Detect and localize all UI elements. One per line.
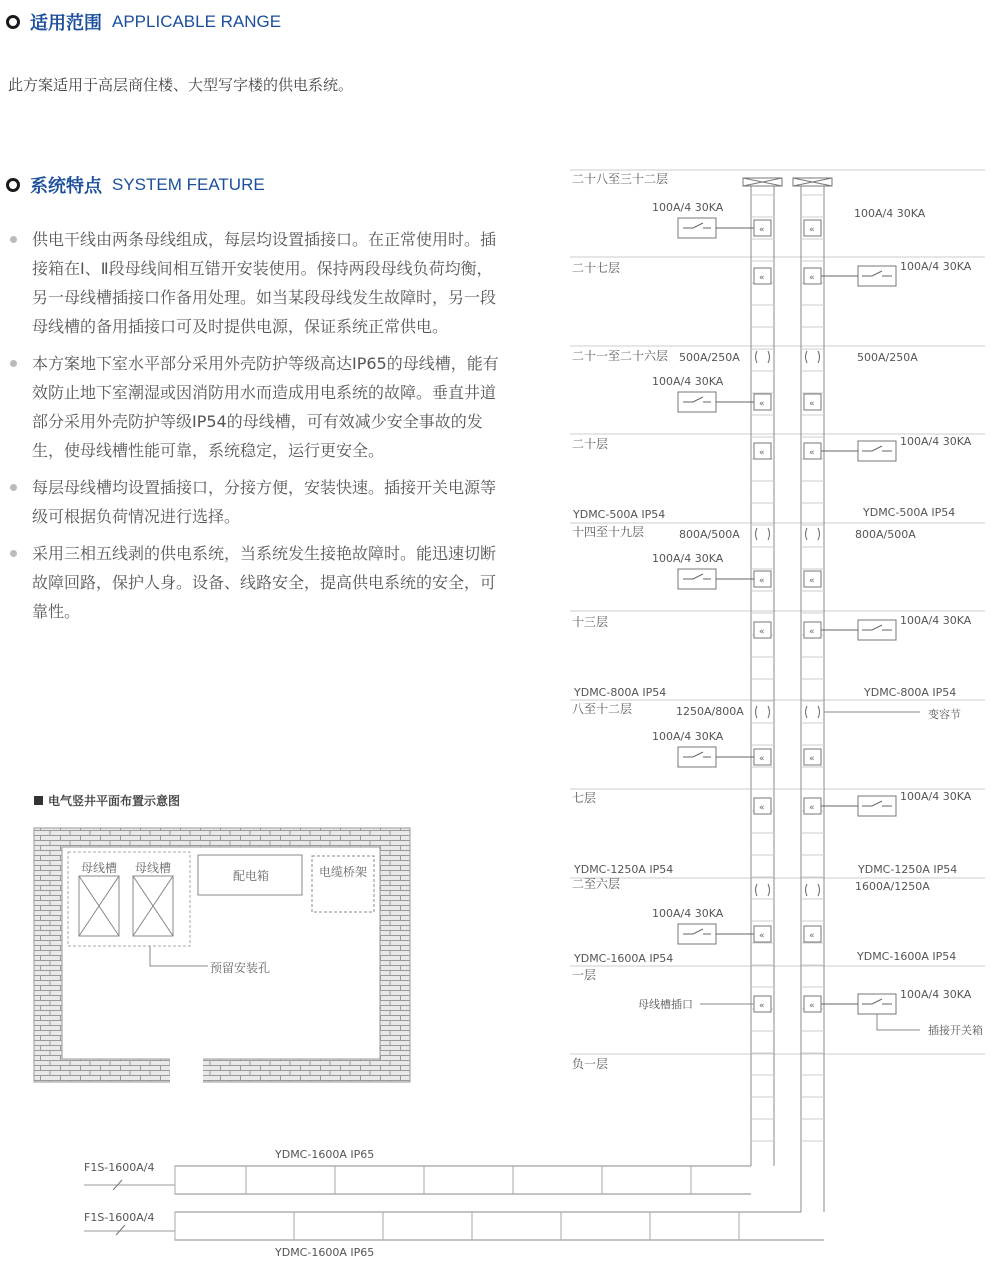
reducer-icon [756, 528, 770, 540]
floor-label: 二十层 [572, 437, 609, 451]
reducer-icon [806, 528, 820, 540]
plug-rating-label: 100A/4 30KA [900, 614, 972, 627]
horizontal-busbar-label: YDMC-1600A IP65 [275, 1246, 375, 1259]
reducer-icon [806, 706, 820, 718]
feature-item: 每层母线槽均设置插接口，分接方便，安装快速。插接开关电源等级可根据负荷情况进行选择。 [8, 473, 508, 531]
plug-rating-label: 100A/4 30KA [652, 552, 724, 565]
breaker-symbol-icon [113, 1180, 125, 1235]
horizontal-busbar-lower [175, 1212, 824, 1240]
floor-label: 十四至十九层 [572, 525, 645, 539]
plan-diagram-title-text: 电气竖井平面布置示意图 [48, 794, 181, 808]
feeder-label: F1S-1600A/4 [84, 1161, 155, 1174]
busbar-type-label: YDMC-500A IP54 [573, 508, 666, 521]
floor-label: 十三层 [572, 615, 609, 629]
floor-label: 一层 [572, 968, 597, 982]
floor-label: 二至六层 [572, 877, 621, 891]
busbar-type-label: YDMC-800A IP54 [574, 686, 667, 699]
plug-port-glyph: « [809, 803, 815, 813]
plug-rating-label: 100A/4 30KA [900, 988, 972, 1001]
system-feature-title-cn: 系统特点 [30, 176, 102, 197]
plug-port-glyph: « [809, 1001, 815, 1011]
segment-rating-label: 1250A/800A [676, 705, 744, 718]
plug-port-glyph: « [809, 225, 815, 235]
plug-port-label: 母线槽插口 [638, 998, 693, 1011]
busbar-type-label: YDMC-1250A IP54 [574, 863, 674, 876]
segment-rating-label: 500A/250A [679, 351, 740, 364]
feeder-label: F1S-1600A/4 [84, 1211, 155, 1224]
horizontal-busbar-upper [175, 1166, 751, 1194]
floor-label: 二十七层 [572, 261, 621, 275]
floor-label: 二十八至三十二层 [572, 172, 669, 186]
feature-item: 采用三相五线剥的供电系统，当系统发生接艳故障时。能迅速切断故障回路，保护人身。设备、线路安全，提高供电系统的安全，可靠性。 [8, 539, 508, 626]
cable-tray-label: 电缆桥架 [319, 865, 368, 879]
reducer-icon [756, 884, 770, 896]
reserved-hole-label: 预留安装孔 [210, 961, 271, 975]
segment-rating-label: 1600A/1250A [855, 880, 930, 893]
reducer-label: 变容节 [928, 708, 961, 721]
plug-rating-label: 100A/4 30KA [900, 260, 972, 273]
plug-port-glyph: « [809, 399, 815, 409]
plug-port-glyph: « [759, 1001, 765, 1011]
plug-port-glyph: « [759, 448, 765, 458]
feature-item: 供电干线由两条母线组成，每层均设置插接口。在正常使用时。插接箱在I、Ⅱ段母线间相互错开安装使用。保持两段母线负荷均衡，另一母线槽插接口作备用处理。如当某段母线发生故障时，另一段母线槽的备用插接口可及时提供电源，保证系统正常供电。 [8, 225, 508, 341]
plug-port-glyph: « [759, 627, 765, 637]
reducer-icon [806, 884, 820, 896]
reducer-icon [756, 706, 770, 718]
plug-port-glyph: « [759, 273, 765, 283]
plug-port-glyph: « [759, 754, 765, 764]
plug-box-label: 插接开关箱 [928, 1024, 983, 1037]
plug-rating-label: 100A/4 30KA [900, 790, 972, 803]
reducer-icon [806, 351, 820, 363]
floor-label: 八至十二层 [572, 702, 633, 716]
plug-rating-label: 100A/4 30KA [652, 907, 724, 920]
applicable-range-text: 此方案适用于高层商住楼、大型写字楼的供电系统。 [8, 76, 354, 94]
segment-rating-label: 800A/500A [679, 528, 740, 541]
plug-port-glyph: « [759, 931, 765, 941]
floor-label: 负一层 [572, 1057, 609, 1071]
segment-rating-label: 800A/500A [855, 528, 916, 541]
applicable-range-title-en: APPLICABLE RANGE [112, 12, 282, 31]
plug-port-glyph: « [809, 931, 815, 941]
plug-port-glyph: « [759, 399, 765, 409]
floor-label: 二十一至二十六层 [572, 349, 669, 363]
horizontal-busbar-label: YDMC-1600A IP65 [275, 1148, 375, 1161]
plug-port-glyph: « [759, 225, 765, 235]
floor-label: 七层 [572, 791, 597, 805]
busbar-label-2: 母线槽 [135, 861, 172, 875]
busbar-type-label: YDMC-1250A IP54 [858, 863, 958, 876]
busbar-type-label: YDMC-1600A IP54 [574, 952, 674, 965]
plug-rating-label: 100A/4 30KA [652, 730, 724, 743]
plug-rating-label: 100A/4 30KA [854, 207, 926, 220]
reducer-icon [756, 351, 770, 363]
busbar-type-label: YDMC-1600A IP54 [857, 950, 957, 963]
plug-rating-label: 100A/4 30KA [652, 375, 724, 388]
plug-port-glyph: « [759, 803, 765, 813]
plug-port-glyph: « [809, 448, 815, 458]
applicable-range-title-cn: 适用范围 [30, 13, 102, 34]
plug-port-glyph: « [809, 754, 815, 764]
plug-port-glyph: « [809, 273, 815, 283]
plug-port-glyph: « [809, 627, 815, 637]
plug-rating-label: 100A/4 30KA [652, 201, 724, 214]
plug-rating-label: 100A/4 30KA [900, 435, 972, 448]
distribution-box-label: 配电箱 [233, 869, 270, 883]
system-feature-title-en: SYSTEM FEATURE [112, 175, 265, 194]
busbar-type-label: YDMC-500A IP54 [863, 506, 956, 519]
plug-port-glyph: « [809, 576, 815, 586]
busbar-label-1: 母线槽 [81, 861, 118, 875]
feature-item: 本方案地下室水平部分采用外壳防护等级高达IP65的母线槽，能有效防止地下室潮湿或因消防用水而造成用电系统的故障。垂直井道部分采用外壳防护等级IP54的母线槽，可有效减少安全事故的发生，使母线槽性能可靠，系统稳定，运行更安全。 [8, 349, 508, 465]
busbar-type-label: YDMC-800A IP54 [864, 686, 957, 699]
segment-rating-label: 500A/250A [857, 351, 918, 364]
plug-port-glyph: « [759, 576, 765, 586]
callout-line [877, 1014, 920, 1030]
